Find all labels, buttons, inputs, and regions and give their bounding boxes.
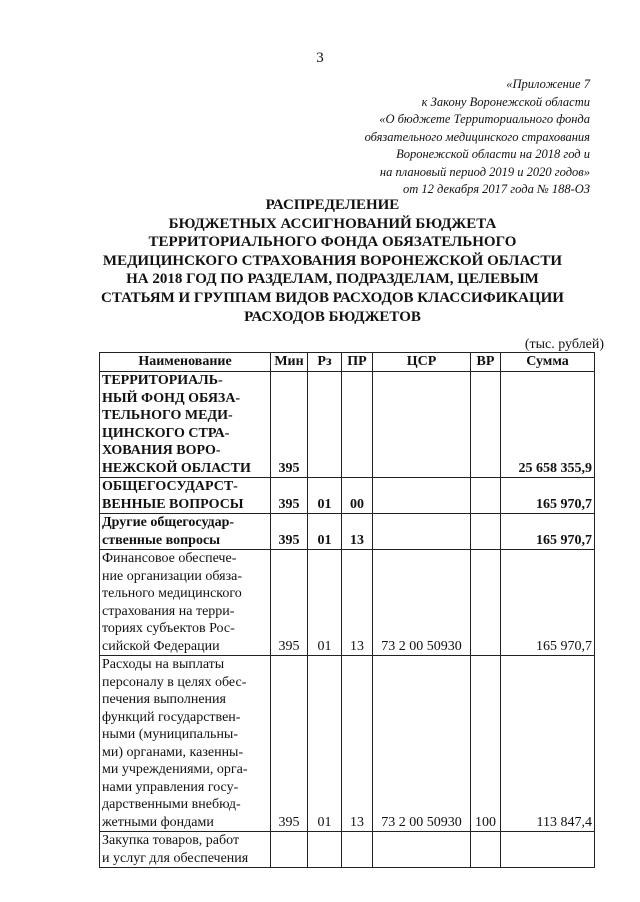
annex-line: «О бюджете Территориального фонда [379, 112, 590, 126]
title-line: БЮДЖЕТНЫХ АССИГНОВАНИЙ БЮДЖЕТА [168, 215, 497, 232]
cell-name [100, 514, 271, 550]
cell-vr [471, 372, 501, 478]
cell-name-line: ние организации обяза- [102, 568, 242, 584]
cell-vr: 100 [471, 656, 501, 832]
cell-vr [471, 478, 501, 514]
cell-name-line: дарственными внебюд- [102, 797, 241, 812]
cell-sum: 113 847,4 [501, 656, 595, 832]
cell-name-line: ВЕННЫЕ ВОПРОСЫ [102, 496, 244, 512]
title-line: ТЕРРИТОРИАЛЬНОГО ФОНДА ОБЯЗАТЕЛЬНОГО [148, 234, 517, 251]
annex-line: обязательного медицинского страхования [364, 129, 590, 144]
cell-rz: 01 [308, 550, 342, 656]
cell-name [100, 832, 271, 868]
title-line: МЕДИЦИНСКОГО СТРАХОВАНИЯ ВОРОНЕЖСКОЙ ОБЛАСТИ [102, 252, 563, 269]
cell-name [100, 478, 271, 514]
table-row [100, 832, 595, 868]
cell-csr [373, 478, 471, 514]
table-row [100, 514, 595, 550]
header-min: Мин [271, 353, 308, 372]
table-row [100, 372, 595, 478]
cell-vr [471, 832, 501, 868]
budget-table [99, 352, 595, 868]
header-rz: Рз [308, 353, 342, 372]
cell-csr [373, 372, 471, 478]
cell-sum [501, 832, 595, 868]
cell-min: 395 [271, 550, 308, 656]
annex-line: на плановый период 2019 и 2020 годов» [379, 164, 590, 179]
cell-name-line: и услуг для обеспечения [102, 850, 249, 866]
cell-name-line: ХОВАНИЯ ВОРО- [102, 443, 221, 458]
cell-name-line: страхования на терри- [102, 603, 235, 619]
header-pr: ПР [342, 353, 373, 372]
cell-rz [308, 372, 342, 478]
header-name: Наименование [100, 353, 271, 372]
title-line: СТАТЬЯМ И ГРУППАМ ВИДОВ РАСХОДОВ КЛАССИФИКАЦИИ [101, 289, 564, 306]
cell-name-line: печения выполнения [102, 692, 226, 707]
cell-name-line: ТЕРРИТОРИАЛЬ- [102, 373, 223, 388]
cell-sum: 25 658 355,9 [501, 372, 595, 478]
annex-line: «Приложение 7 [506, 77, 590, 91]
cell-name-line: персоналу в целях обес- [102, 674, 247, 690]
cell-csr: 73 2 00 50930 [373, 656, 471, 832]
cell-name-line: ми учреждениями, орга- [102, 762, 248, 777]
unit-label: (тыс. рублей) [524, 337, 604, 352]
cell-name [100, 656, 271, 832]
cell-pr: 13 [342, 514, 373, 550]
cell-pr [342, 832, 373, 868]
cell-rz: 01 [308, 514, 342, 550]
table-header-row [100, 353, 595, 372]
cell-name-line: НЕЖСКОЙ ОБЛАСТИ [102, 460, 251, 476]
header-sum: Сумма [501, 353, 595, 372]
cell-sum: 165 970,7 [501, 478, 595, 514]
annex-line: к Закону Воронежской области [421, 94, 590, 109]
cell-name-line: ЦИНСКОГО СТРА- [102, 425, 230, 441]
cell-name-line: ОБЩЕГОСУДАРСТ- [102, 479, 238, 494]
cell-name-line: ными (муниципальны- [102, 727, 239, 742]
cell-csr [373, 832, 471, 868]
cell-min: 395 [271, 514, 308, 550]
cell-name-line: НЫЙ ФОНД ОБЯЗА- [102, 390, 241, 406]
cell-name-line: нами управления госу- [102, 779, 239, 795]
cell-name-line: ториях субъектов Рос- [102, 621, 235, 636]
cell-name-line: функций государствен- [102, 709, 241, 725]
header-vr: ВР [471, 353, 501, 372]
annex-line: от 12 декабря 2017 года № 188-ОЗ [403, 182, 590, 196]
cell-rz: 01 [308, 478, 342, 514]
cell-pr: 13 [342, 656, 373, 832]
cell-name-line: жетными фондами [102, 814, 214, 830]
document-title [60, 196, 605, 326]
cell-pr: 13 [342, 550, 373, 656]
annex-line: Воронежской области на 2018 год и [396, 147, 590, 161]
cell-csr [373, 514, 471, 550]
cell-min: 395 [271, 656, 308, 832]
cell-sum: 165 970,7 [501, 550, 595, 656]
title-line: НА 2018 ГОД ПО РАЗДЕЛАМ, ПОДРАЗДЕЛАМ, ЦЕЛЕВЫМ [126, 271, 539, 288]
cell-name-line: Расходы на выплаты [102, 657, 225, 672]
title-line: РАСХОДОВ БЮДЖЕТОВ [244, 308, 421, 325]
cell-name-line: ТЕЛЬНОГО МЕДИ- [102, 408, 233, 423]
cell-name [100, 550, 271, 656]
table-row [100, 478, 595, 514]
table-row [100, 550, 595, 656]
table-row [100, 656, 595, 832]
cell-min: 395 [271, 478, 308, 514]
page-number: 3 [316, 50, 324, 66]
title-line: РАСПРЕДЕЛЕНИЕ [265, 197, 400, 213]
cell-pr: 00 [342, 478, 373, 514]
cell-name-line: ми) органами, казенны- [102, 744, 244, 760]
cell-name-line: тельного медицинского [102, 586, 242, 601]
cell-vr [471, 550, 501, 656]
cell-csr: 73 2 00 50930 [373, 550, 471, 656]
cell-name-line: Закупка товаров, работ [102, 833, 240, 848]
cell-sum: 165 970,7 [501, 514, 595, 550]
cell-rz: 01 [308, 656, 342, 832]
cell-name-line: сийской Федерации [102, 638, 220, 654]
cell-rz [308, 832, 342, 868]
cell-min [271, 832, 308, 868]
cell-min: 395 [271, 372, 308, 478]
cell-vr [471, 514, 501, 550]
cell-pr [342, 372, 373, 478]
cell-name-line: ственные вопросы [102, 532, 221, 548]
header-csr: ЦСР [373, 353, 471, 372]
annex-note [365, 76, 590, 199]
cell-name-line: Другие общегосудар- [102, 515, 235, 530]
cell-name [100, 372, 271, 478]
cell-name-line: Финансовое обеспече- [102, 551, 237, 566]
